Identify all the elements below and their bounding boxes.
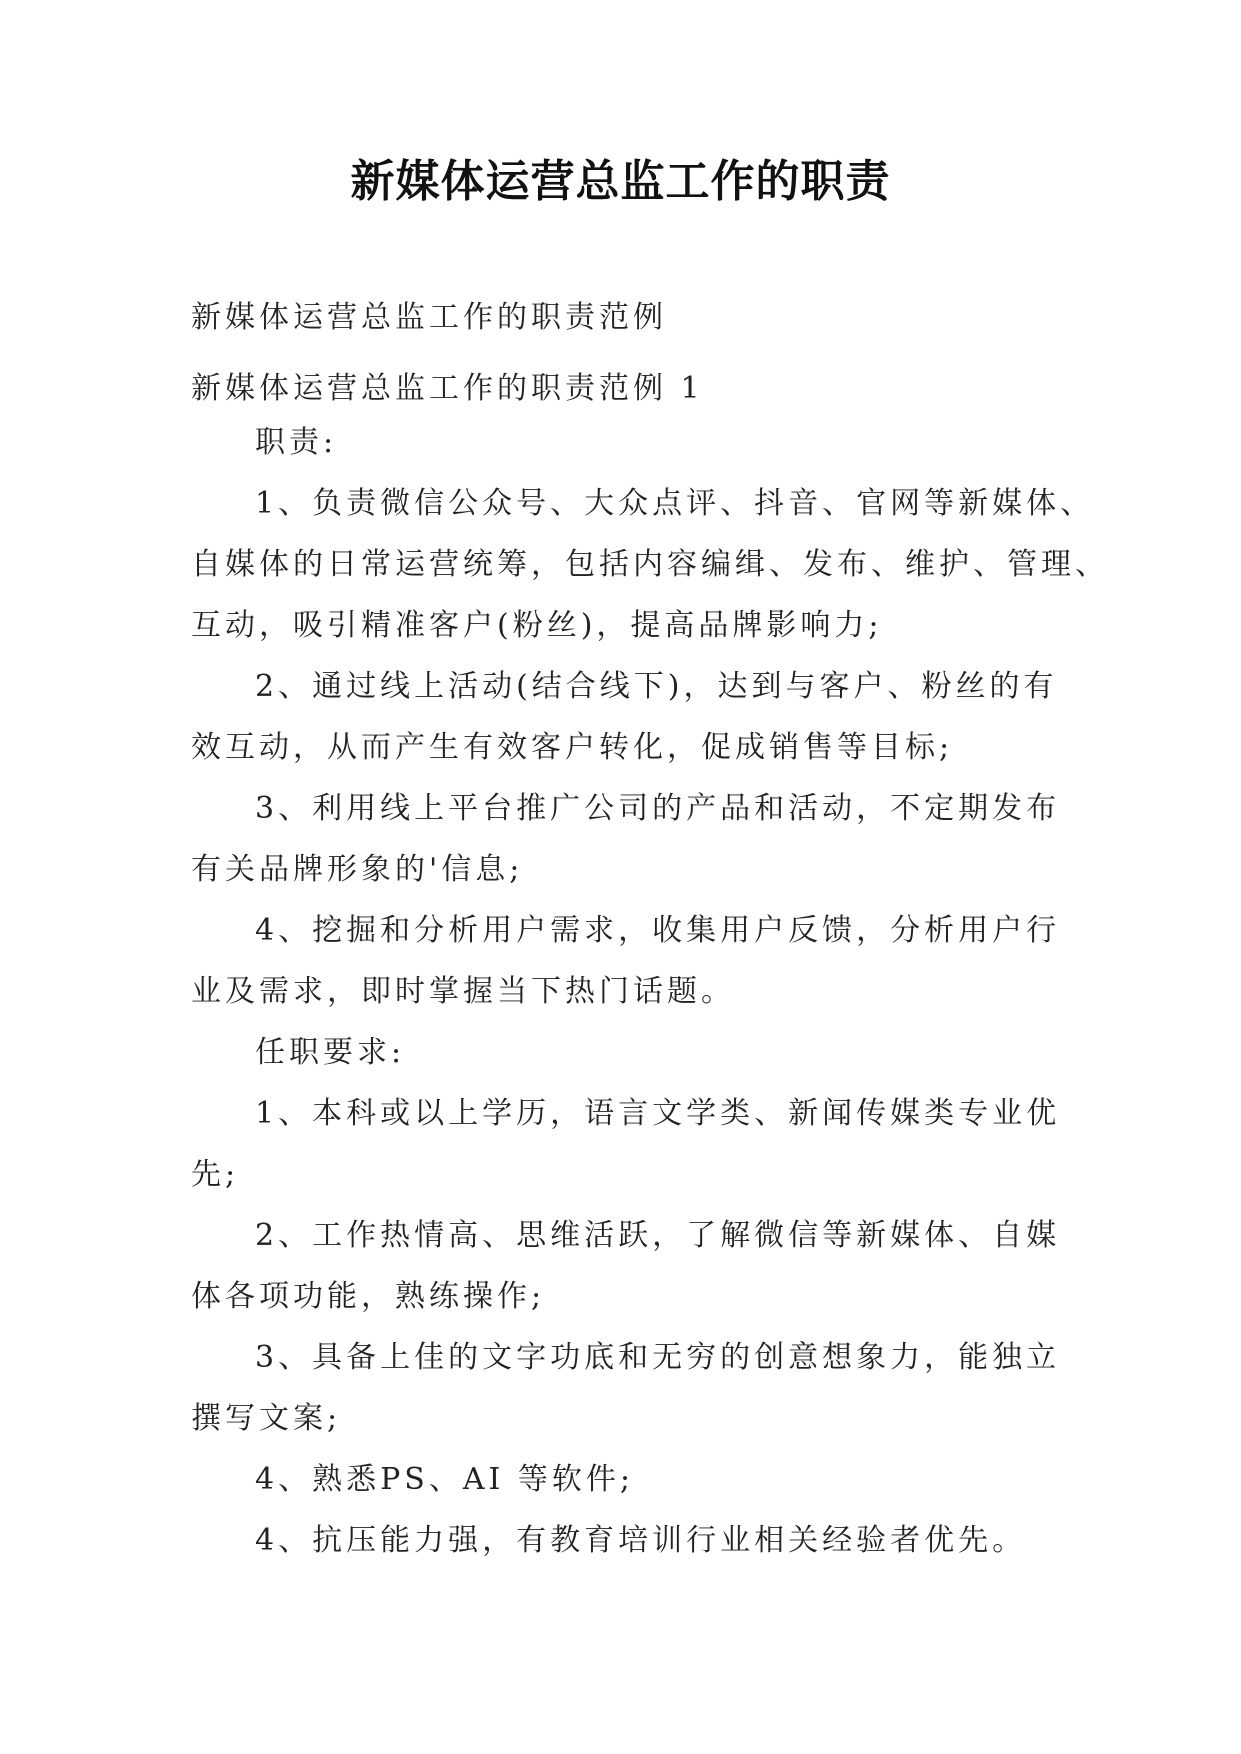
paragraph-line: 自媒体的日常运营统筹，包括内容编缉、发布、维护、管理、: [191, 547, 1109, 582]
section-heading: 新媒体运营总监工作的职责范例 1: [191, 371, 704, 406]
paragraph-line: 先;: [191, 1157, 240, 1192]
paragraph-line-requirements-heading: 任职要求:: [255, 1035, 406, 1070]
document-subtitle: 新媒体运营总监工作的职责范例: [191, 300, 667, 335]
paragraph-line: 3、具备上佳的文字功底和无穷的创意想象力，能独立: [255, 1340, 1061, 1375]
paragraph-line: 体各项功能，熟练操作;: [191, 1279, 546, 1314]
paragraph-line: 撰写文案;: [191, 1401, 342, 1436]
paragraph-line: 有关品牌形象的'信息;: [191, 852, 524, 887]
paragraph-line: 4、挖掘和分析用户需求，收集用户反馈，分析用户行: [255, 913, 1061, 948]
paragraph-line: 2、通过线上活动(结合线下)，达到与客户、粉丝的有: [255, 669, 1058, 704]
paragraph-line: 互动，吸引精准客户(粉丝)，提高品牌影响力;: [191, 608, 883, 643]
paragraph-line-duties-heading: 职责:: [255, 425, 338, 460]
document-body: [191, 412, 1109, 1571]
document-title: 新媒体运营总监工作的职责: [350, 156, 891, 207]
paragraph-line: 4、抗压能力强，有教育培训行业相关经验者优先。: [255, 1523, 1027, 1558]
paragraph-line: 4、熟悉PS、AI 等软件;: [255, 1462, 634, 1497]
paragraph-line: 业及需求，即时掌握当下热门话题。: [191, 974, 735, 1009]
paragraph-line: 1、本科或以上学历，语言文学类、新闻传媒类专业优: [255, 1096, 1061, 1131]
paragraph-line: 3、利用线上平台推广公司的产品和活动，不定期发布: [255, 791, 1061, 826]
paragraph-line: 2、工作热情高、思维活跃，了解微信等新媒体、自媒: [255, 1218, 1061, 1253]
paragraph-line: 1、负责微信公众号、大众点评、抖音、官网等新媒体、: [255, 486, 1095, 521]
paragraph-line: 效互动，从而产生有效客户转化，促成销售等目标;: [191, 730, 954, 765]
